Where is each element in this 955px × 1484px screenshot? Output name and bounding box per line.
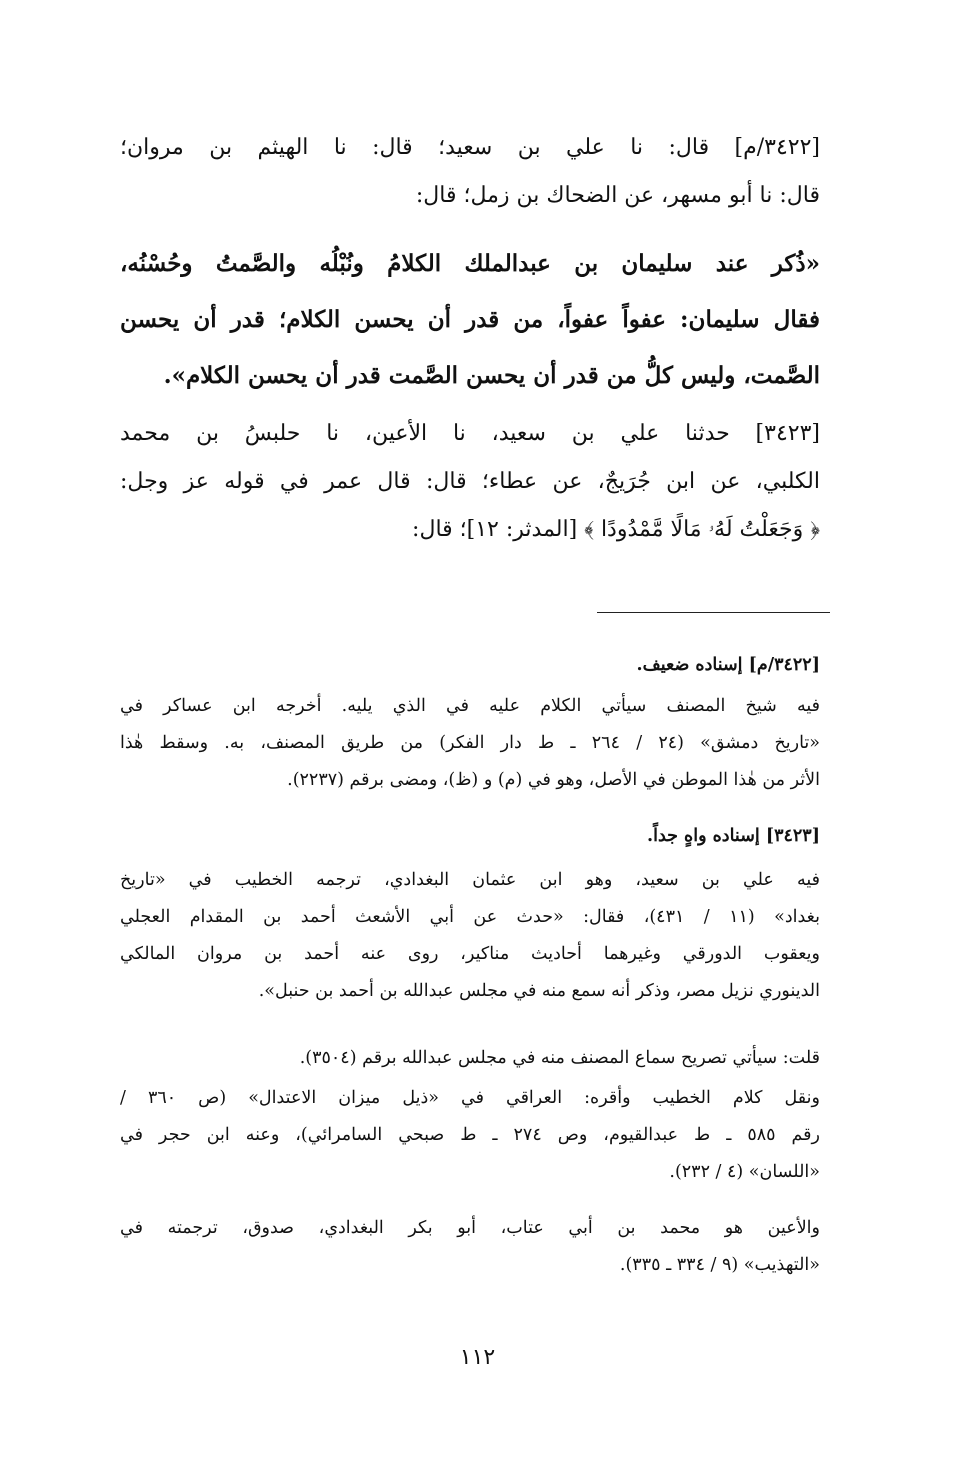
text-line: [٣٤٢٣] حدثنا علي بن سعيد، نا الأعين، نا حلبسُ بن محمد <box>120 421 820 446</box>
note-line: «اللسان» (٤ / ٢٣٢). <box>669 1162 820 1182</box>
text-line: قال: نا أبو مسهر، عن الضحاك بن زمل؛ قال: <box>415 183 820 208</box>
note-line: «تاريخ دمشق» (٢٤ / ٢٦٤ ـ ط دار الفكر) من طريق المصنف، به. وسقط هٰذا <box>120 733 820 753</box>
footnote-3422m-body <box>120 688 820 799</box>
footnote-3423-citation <box>120 1080 820 1191</box>
note-line: ويعقوب الدورقي وغيرهما أحاديث مناكير، روى عنه أحمد بن مروان المالكي <box>120 944 820 964</box>
note-line: «التهذيب» (٩ / ٣٣٤ ـ ٣٣٥). <box>619 1255 820 1275</box>
footnote-3423-body <box>120 862 820 1010</box>
text-line: الصَّمت، وليس كلُّ من قدر أن يحسن الصَّمت قدر أن يحسن الكلام». <box>163 362 820 389</box>
note-line: فيه شيخ المصنف سيأتي الكلام عليه في الذي يليه. أخرجه ابن عساكر في <box>120 696 820 716</box>
quoted-narration <box>120 236 820 404</box>
footnote-divider <box>597 612 830 613</box>
page-number: ١١٢ <box>459 1345 496 1370</box>
text-line: «ذُكر عند سليمان بن عبدالملك الكلامُ ونُبْلُه والصَّمتُ وحُسْنُه، <box>120 250 820 277</box>
note-line: ونقل كلام الخطيب وأقره: العراقي في «ذيل ميزان الاعتدال» (ص ٣٦٠ / <box>120 1088 820 1108</box>
text-line: الكلبي، عن ابن جُرَيجٌ، عن عطاء؛ قال: قال عمر في قوله عز وجل: <box>120 469 820 494</box>
footnote-3423-narrator <box>120 1210 820 1284</box>
note-line: فيه علي بن سعيد، وهو ابن عثمان البغدادي، ترجمه الخطيب في «تاريخ <box>120 870 820 890</box>
hadith-3423 <box>120 410 820 554</box>
note-line: والأعين هو محمد بن أبي عتاب، أبو بكر البغدادي، صدوق، ترجمته في <box>120 1218 820 1238</box>
text-line: [٣٤٢٢/م] قال: نا علي بن سعيد؛ قال: نا الهيثم بن مروان؛ <box>120 135 820 160</box>
hadith-3422m <box>120 124 820 220</box>
note-line: بغداد» (١١ / ٤٣١)، فقال: «حدث عن أبي الأشعث أحمد بن المقدام العجلي <box>120 907 820 927</box>
note-line: الدينوري نزيل مصر، وذكر أنه سمع منه في مجلس عبدالله بن أحمد بن حنبل». <box>258 981 820 1001</box>
text-line: ﴿ وَجَعَلْتُ لَهُۥ مَالًا مَّمْدُودًا ﴾ [المدثر: ١٢]؛ قال: <box>412 517 820 542</box>
footnote-3423-heading: [٣٤٢٣] إسناده واهٍ جداً. <box>647 826 820 846</box>
note-line: رقم ٥٨٥ ـ ط عبدالقيوم، وص ٢٧٤ ـ ط صبحي السامرائي)، وعنه ابن حجر في <box>120 1125 820 1145</box>
text-line: فقال سليمان: عفواً عفواً، من قدر أن يحسن الكلام؛ قدر أن يحسن <box>120 306 820 333</box>
note-line: الأثر من هٰذا الموطن في الأصل، وهو في (م) و (ظ)، ومضى برقم (٢٢٣٧). <box>287 770 820 790</box>
footnote-3423-remark: قلت: سيأتي تصريح سماع المصنف منه في مجلس عبدالله برقم (٣٥٠٤). <box>299 1048 820 1068</box>
footnote-3422m-heading: [٣٤٢٢/م] إسناده ضعيف. <box>636 655 820 675</box>
